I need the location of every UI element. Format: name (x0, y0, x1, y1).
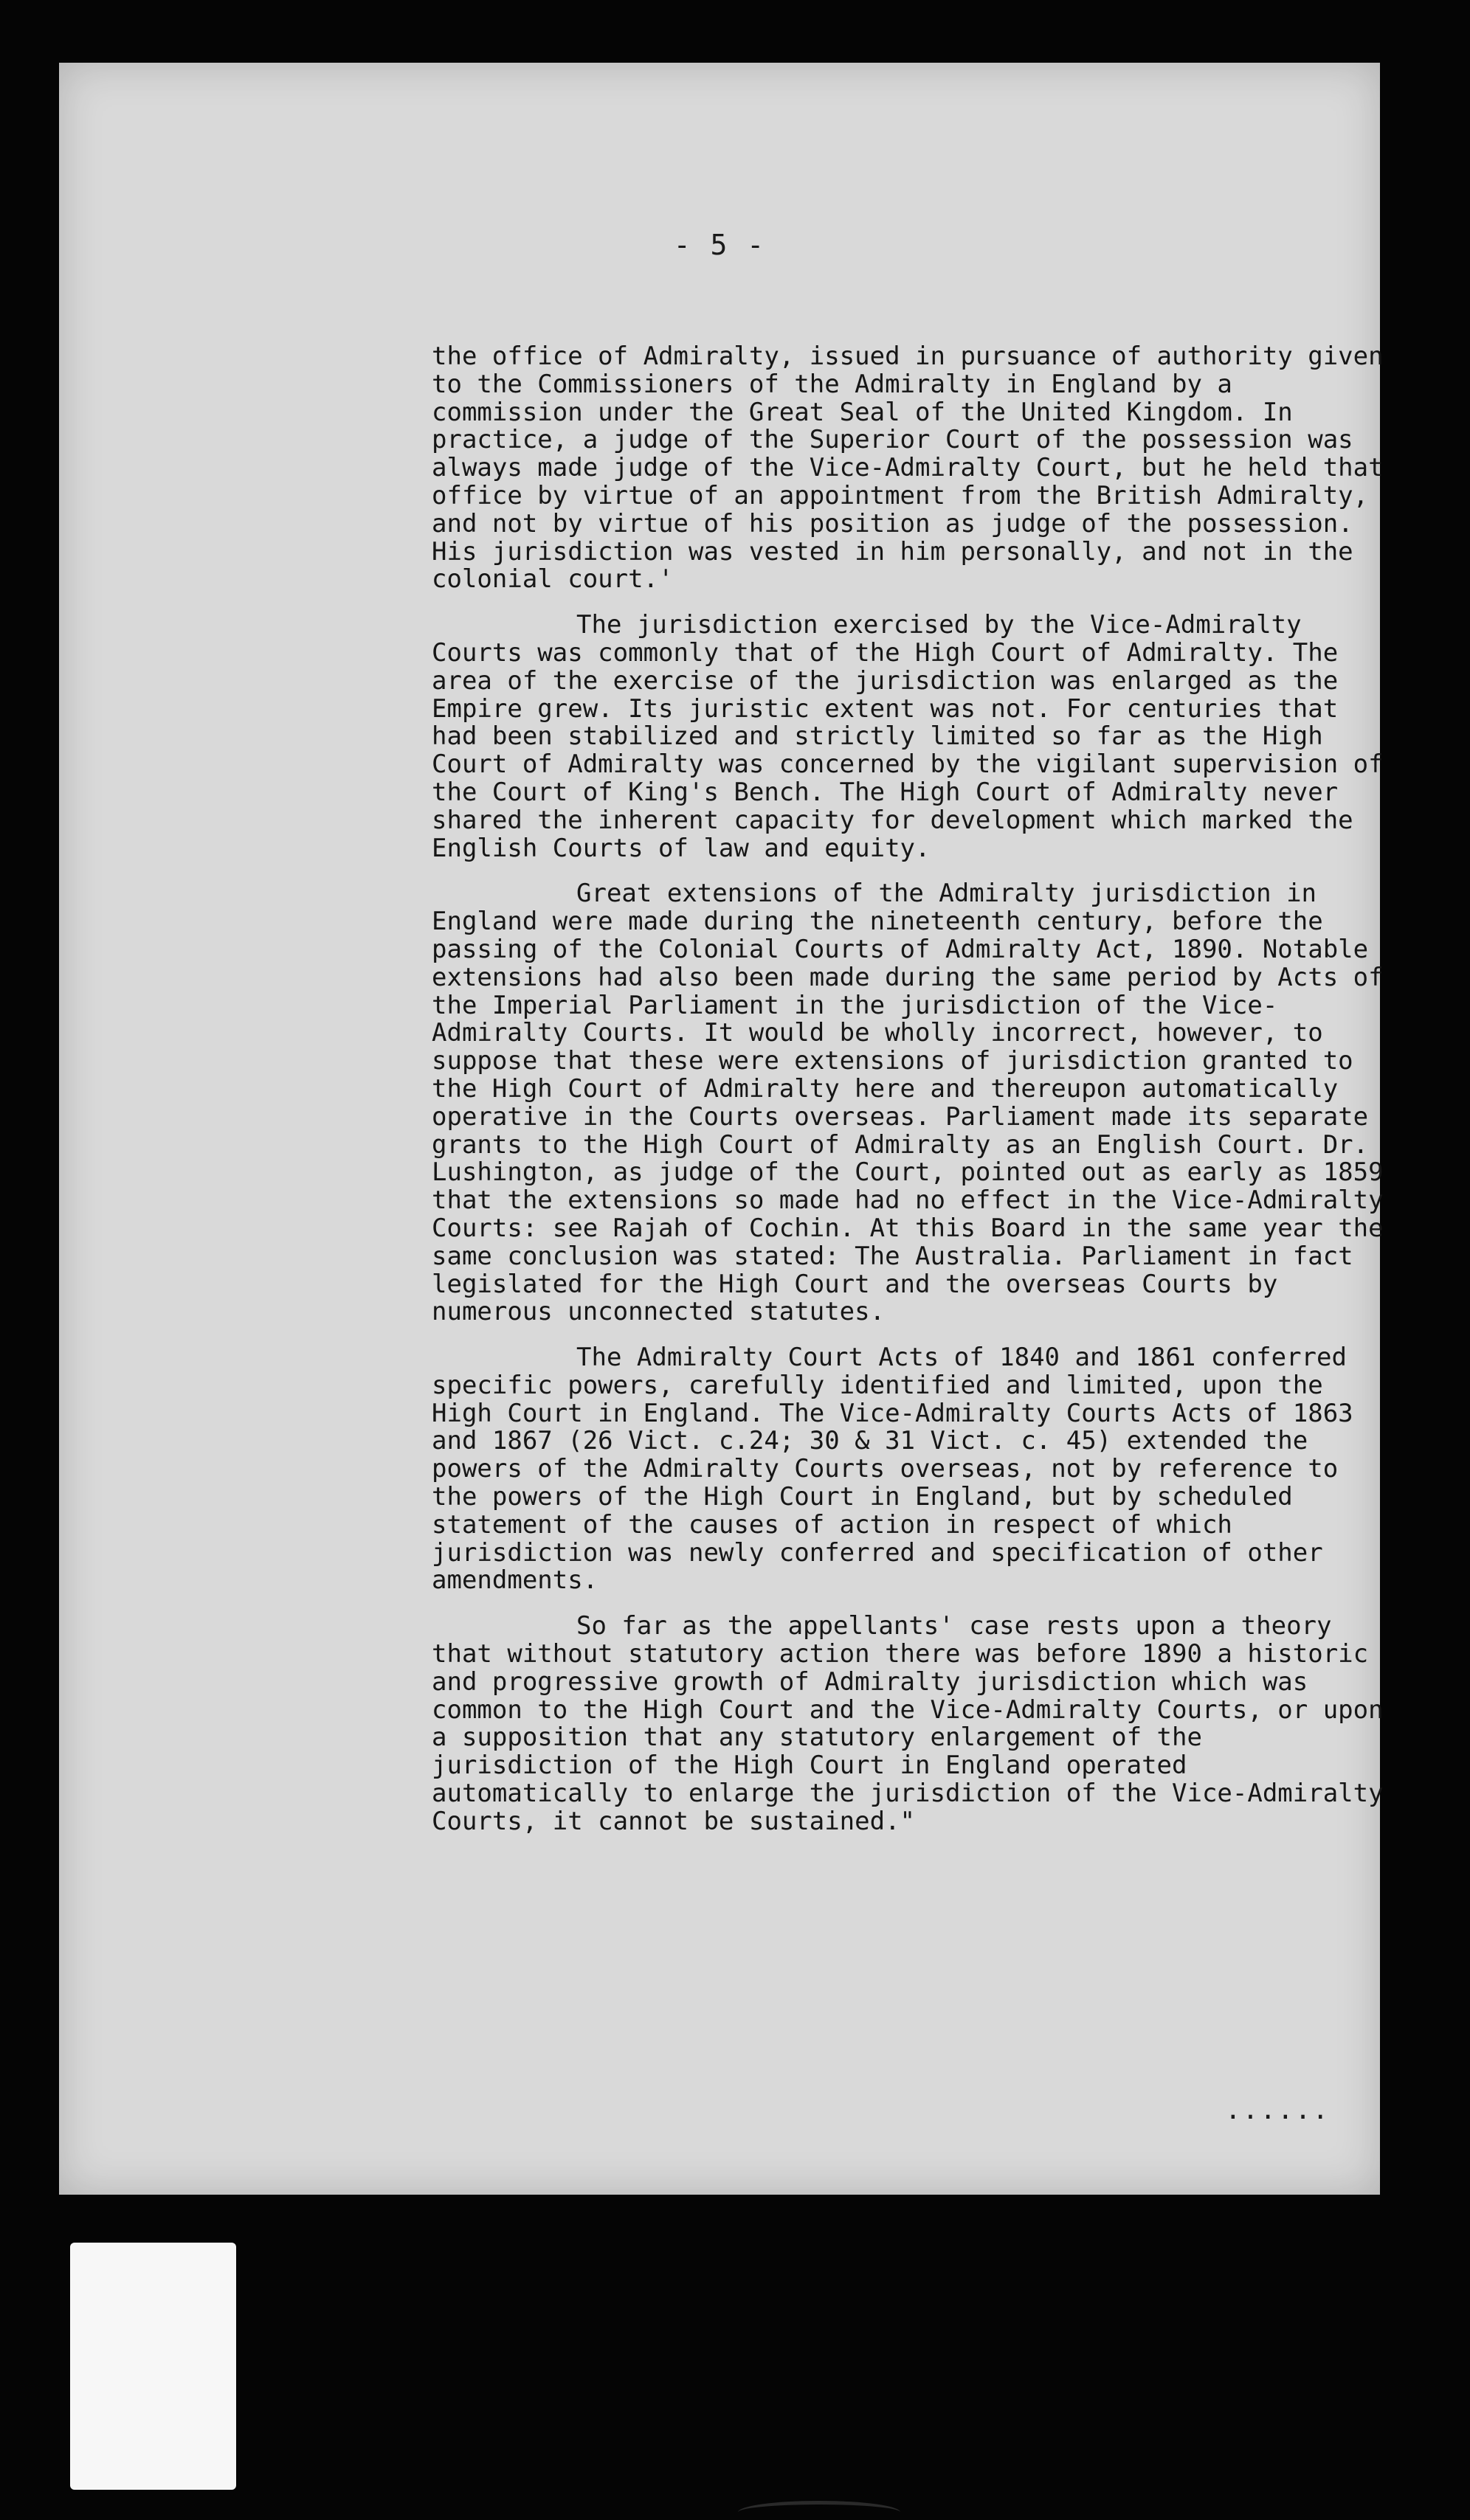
film-scratch (738, 2501, 900, 2520)
continuation-dots: ...... (1225, 2095, 1331, 2125)
paragraph-2: The jurisdiction exercised by the Vice-Admiralty Courts was commonly that of the High Court of Admiralty. The area of the exercise of the jurisdiction was enlarged as the Empire grew. Its juristic extent was not. For centuries that had been stabilized and strictly limited so far as the High Court of Admiralty was concerned by the vigilant supervision of the Court of King's Bench. The High Court of Admiralty never shared the inherent capacity for development which marked the English Courts of law and equity. (432, 610, 1384, 863)
paragraph-3: Great extensions of the Admiralty jurisdiction in England were made during the nineteenth century, before the passing of the Colonial Courts of Admiralty Act, 1890. Notable extensions had also been made during the same period by Acts of the Imperial Parliament in the jurisdiction of the Vice-Admiralty Courts. It would be wholly incorrect, however, to suppose that these were extensions of jurisdiction granted to the High Court of Admiralty here and thereupon automatically operative in the Courts overseas. Parliament made its separate grants to the High Court of Admiralty as an English Court. Dr. Lushington, as judge of the Court, pointed out as early as 1859 that the extensions so made had no effect in the Vice-Admiralty Courts: see Rajah of Cochin. At this Board in the same year the same conclusion was stated: The Australia. Parliament in fact legislated for the High Court and the overseas Courts by numerous unconnected statutes. (432, 879, 1384, 1327)
paragraph-4: The Admiralty Court Acts of 1840 and 1861 conferred specific powers, carefully identified and limited, upon the High Court in England. The Vice-Admiralty Courts Acts of 1863 and 1867 (26 Vict. c.24; 30 & 31 Vict. c. 45) extended the powers of the Admiralty Courts overseas, not by reference to the powers of the High Court in England, but by scheduled statement of the causes of action in respect of which jurisdiction was newly conferred and specification of other amendments. (432, 1343, 1353, 1596)
page-number: - 5 - (673, 229, 766, 261)
blank-label (70, 2243, 236, 2490)
body-text (432, 343, 1391, 1854)
paragraph-1: the office of Admiralty, issued in pursuance of authority given to the Commissioners of the Admiralty in England by a commission under the Great Seal of the United Kingdom. In practice, a judge of the Superior Court of the possession was always made judge of the Vice-Admiralty Court, but he held that office by virtue of an appointment from the British Admiralty, and not by virtue of his position as judge of the possession. His jurisdiction was vested in him personally, and not in the colonial court.' (432, 342, 1384, 595)
document-page (59, 63, 1384, 2195)
paragraph-5: So far as the appellants' case rests upon a theory that without statutory action there was before 1890 a historic and progressive growth of Admiralty jurisdiction which was common to the High Court and the Vice-Admiralty Courts, or upon a supposition that any statutory enlargement of the jurisdiction of the High Court in England operated automatically to enlarge the jurisdiction of the Vice-Admiralty Courts, it cannot be sustained." (432, 1611, 1384, 1836)
